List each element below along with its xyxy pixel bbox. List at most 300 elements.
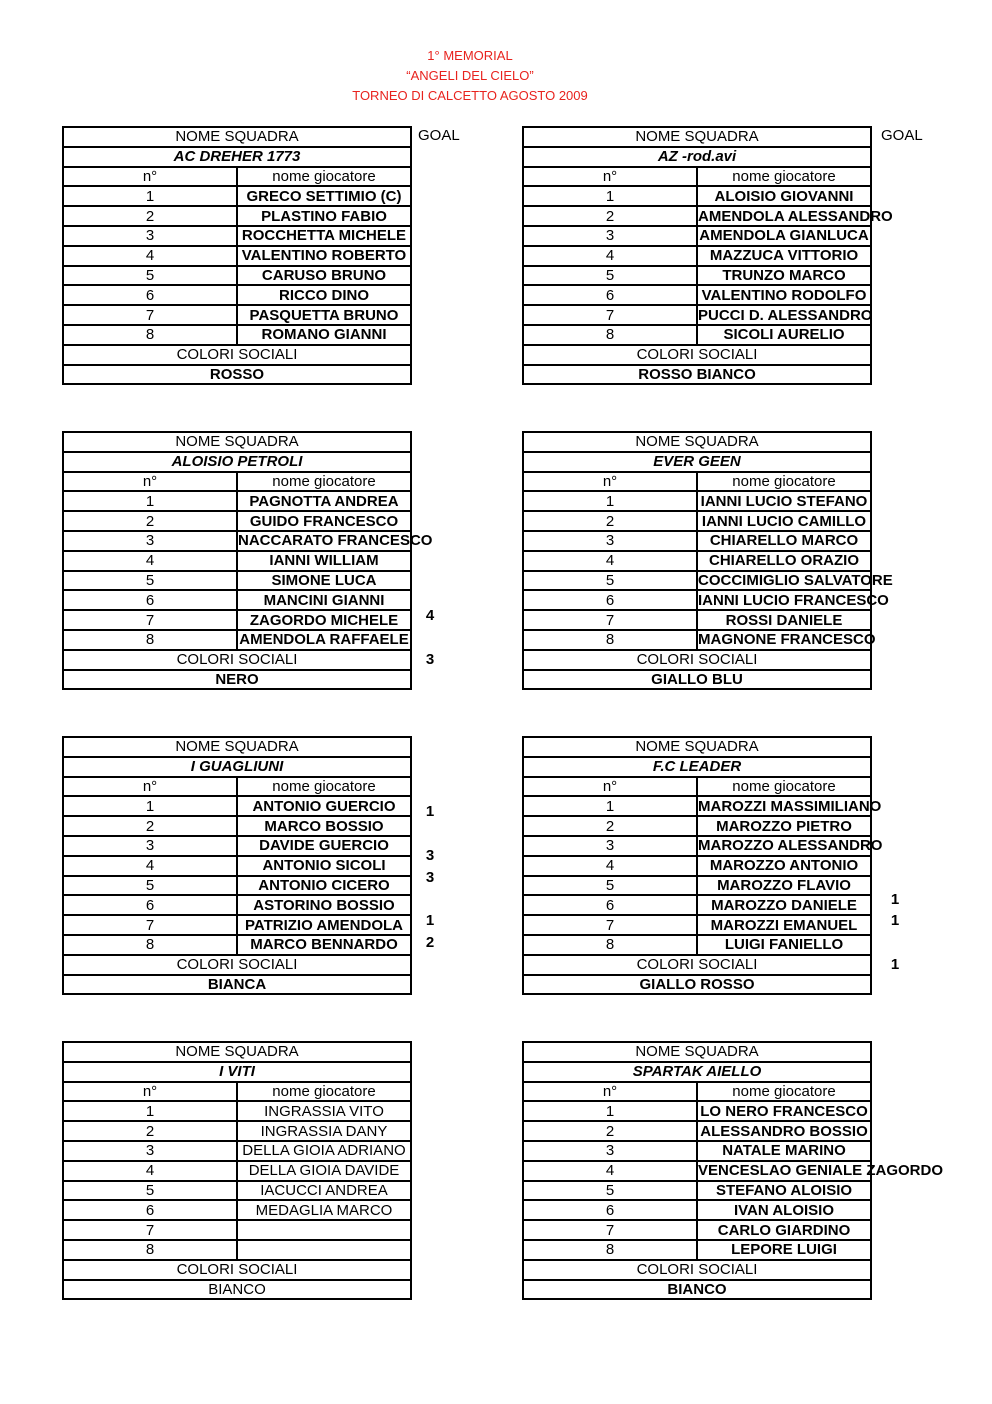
player-goals: 1	[890, 890, 900, 908]
player-name: MEDAGLIA MARCO	[237, 1200, 411, 1220]
table-row	[523, 186, 871, 206]
table-row	[63, 206, 411, 226]
table-row	[523, 1042, 871, 1062]
table-row	[523, 975, 871, 995]
player-number: 5	[523, 1181, 697, 1201]
table-row	[523, 1121, 871, 1141]
player-name: MAROZZI EMANUEL	[697, 915, 871, 935]
team-name: EVER GEEN	[523, 452, 871, 472]
player-name: IANNI LUCIO STEFANO	[697, 491, 871, 511]
table-row	[63, 285, 411, 305]
player-number: 7	[63, 915, 237, 935]
team-name: I VITI	[63, 1062, 411, 1082]
player-number: 4	[63, 246, 237, 266]
table-row	[63, 452, 411, 472]
team-colors: BIANCO	[63, 1280, 411, 1300]
table-row	[523, 491, 871, 511]
player-number: 2	[523, 1121, 697, 1141]
player-number: 8	[523, 325, 697, 345]
table-row	[523, 432, 871, 452]
team-name: AC DREHER 1773	[63, 147, 411, 167]
table-row	[523, 365, 871, 385]
table-row	[63, 1101, 411, 1121]
team-colors: GIALLO ROSSO	[523, 975, 871, 995]
player-number: 6	[63, 895, 237, 915]
table-row	[63, 325, 411, 345]
player-number: 5	[523, 571, 697, 591]
table-row	[63, 1121, 411, 1141]
player-column-header: nome giocatore	[237, 472, 411, 492]
team-card	[62, 736, 412, 995]
table-row	[523, 650, 871, 670]
player-number: 2	[63, 816, 237, 836]
player-number: 8	[523, 630, 697, 650]
player-name: VALENTINO RODOLFO	[697, 285, 871, 305]
number-column-header: n°	[523, 167, 697, 187]
team-colors: ROSSO	[63, 365, 411, 385]
team-table	[522, 736, 883, 995]
table-row	[523, 305, 871, 325]
player-number: 6	[63, 590, 237, 610]
table-row	[63, 650, 411, 670]
number-column-header: n°	[63, 472, 237, 492]
table-row	[523, 1141, 871, 1161]
table-row	[523, 590, 871, 610]
player-name: IVAN ALOISIO	[697, 1200, 871, 1220]
player-number: 3	[523, 226, 697, 246]
player-number: 2	[523, 511, 697, 531]
table-row	[63, 895, 411, 915]
player-number: 4	[63, 856, 237, 876]
table-row	[63, 757, 411, 777]
player-number: 7	[63, 610, 237, 630]
player-number: 6	[63, 1200, 237, 1220]
player-number: 8	[63, 935, 237, 955]
player-number: 5	[523, 876, 697, 896]
table-row	[523, 167, 871, 187]
table-row	[523, 630, 871, 650]
player-name: LUIGI FANIELLO	[697, 935, 871, 955]
team-colors: BIANCA	[63, 975, 411, 995]
table-row	[63, 432, 411, 452]
team-table	[62, 1041, 412, 1300]
team-card	[522, 126, 893, 385]
team-colors-label: COLORI SOCIALI	[523, 345, 871, 365]
goal-column-header-right: GOAL	[881, 127, 923, 144]
team-card	[522, 431, 893, 690]
player-name: TRUNZO MARCO	[697, 266, 871, 286]
player-name: NACCARATO FRANCESCO	[238, 532, 433, 550]
team-colors: ROSSO BIANCO	[523, 365, 871, 385]
table-row	[523, 836, 871, 856]
table-row	[523, 670, 871, 690]
team-name: AZ -rod.avi	[523, 147, 871, 167]
document-header	[0, 46, 940, 106]
player-number: 7	[63, 1220, 237, 1240]
number-column-header: n°	[523, 777, 697, 797]
player-name: RICCO DINO	[237, 285, 411, 305]
player-number: 8	[63, 1240, 237, 1260]
table-row	[523, 246, 871, 266]
player-name: MANCINI GIANNI	[237, 590, 411, 610]
player-name: ASTORINO BOSSIO	[237, 895, 411, 915]
player-name: ANTONIO CICERO	[237, 876, 411, 896]
table-row	[523, 531, 871, 551]
table-row	[63, 1082, 411, 1102]
table-row	[523, 1280, 871, 1300]
table-row	[63, 305, 411, 325]
player-goals: 1	[890, 912, 900, 930]
table-row	[63, 345, 411, 365]
player-number: 4	[523, 1161, 697, 1181]
player-name: INGRASSIA DANY	[237, 1121, 411, 1141]
player-number: 5	[63, 266, 237, 286]
table-row	[523, 876, 871, 896]
player-number: 1	[63, 1101, 237, 1121]
player-name: MAROZZO ALESSANDRO	[698, 837, 883, 855]
player-goals: 3	[425, 868, 435, 886]
header-line-1: 1° MEMORIAL	[427, 48, 513, 63]
table-row	[63, 226, 411, 246]
player-name: COCCIMIGLIO SALVATORE	[698, 571, 893, 589]
team-name: I GUAGLIUNI	[63, 757, 411, 777]
table-row	[63, 472, 411, 492]
player-goals: 1	[890, 956, 900, 973]
table-row	[63, 1280, 411, 1300]
player-number: 4	[523, 856, 697, 876]
player-name: ALESSANDRO BOSSIO	[697, 1121, 871, 1141]
table-row	[63, 1200, 411, 1220]
player-number: 5	[63, 1181, 237, 1201]
table-row	[523, 757, 871, 777]
table-row	[63, 975, 411, 995]
player-number: 5	[523, 266, 697, 286]
table-row	[523, 955, 871, 975]
team-colors-label: COLORI SOCIALI	[63, 955, 411, 975]
player-name: LEPORE LUIGI	[697, 1240, 871, 1260]
table-row	[523, 1062, 871, 1082]
player-number: 3	[523, 1141, 697, 1161]
header-line-2: “ANGELI DEL CIELO”	[406, 68, 534, 83]
table-row	[63, 856, 411, 876]
table-row	[63, 571, 411, 591]
player-name: ANTONIO GUERCIO	[237, 796, 411, 816]
table-row	[63, 816, 411, 836]
team-colors: BIANCO	[523, 1280, 871, 1300]
player-number: 1	[523, 491, 697, 511]
player-column-header: nome giocatore	[697, 167, 871, 187]
table-row	[523, 452, 871, 472]
player-name: MAROZZO PIETRO	[697, 816, 871, 836]
team-colors-label: COLORI SOCIALI	[63, 1260, 411, 1280]
team-table	[62, 431, 433, 690]
player-name: MAROZZI MASSIMILIANO	[698, 797, 882, 815]
number-column-header: n°	[63, 167, 237, 187]
table-row	[523, 796, 871, 816]
table-row	[63, 915, 411, 935]
table-row	[63, 670, 411, 690]
table-row	[63, 511, 411, 531]
player-name: VENCESLAO GENIALE ZAGORDO	[698, 1162, 944, 1180]
player-goals: 4	[425, 607, 435, 625]
player-goals: 1	[425, 803, 435, 821]
team-table	[522, 1041, 944, 1300]
team-colors-label: COLORI SOCIALI	[523, 650, 871, 670]
table-row	[63, 186, 411, 206]
table-row	[523, 551, 871, 571]
team-card	[522, 1041, 944, 1300]
table-row	[523, 816, 871, 836]
player-number: 5	[63, 571, 237, 591]
player-name: IACUCCI ANDREA	[237, 1181, 411, 1201]
team-name-label: NOME SQUADRA	[523, 432, 871, 452]
player-name: SICOLI AURELIO	[697, 325, 871, 345]
player-name: ALOISIO GIOVANNI	[697, 186, 871, 206]
table-row	[63, 876, 411, 896]
player-name: MAZZUCA VITTORIO	[697, 246, 871, 266]
player-column-header: nome giocatore	[237, 777, 411, 797]
table-row	[63, 531, 411, 551]
player-number: 8	[523, 935, 697, 955]
player-name: DELLA GIOIA ADRIANO	[237, 1141, 411, 1161]
table-row	[63, 590, 411, 610]
table-row	[63, 796, 411, 816]
table-row	[523, 737, 871, 757]
player-number: 1	[63, 186, 237, 206]
player-name: MAGNONE FRANCESCO	[698, 631, 876, 649]
number-column-header: n°	[63, 777, 237, 797]
table-row	[63, 365, 411, 385]
table-row	[523, 610, 871, 630]
team-colors: GIALLO BLU	[523, 670, 871, 690]
player-goals: 3	[425, 847, 435, 864]
player-name: NATALE MARINO	[697, 1141, 871, 1161]
player-name	[237, 1240, 411, 1260]
table-row	[63, 1161, 411, 1181]
table-row	[63, 1062, 411, 1082]
player-goals: 3	[425, 651, 435, 668]
table-row	[63, 266, 411, 286]
player-name: DELLA GIOIA DAVIDE	[237, 1161, 411, 1181]
player-column-header: nome giocatore	[697, 472, 871, 492]
player-column-header: nome giocatore	[697, 1082, 871, 1102]
player-name: LO NERO FRANCESCO	[697, 1101, 871, 1121]
player-name: MARCO BOSSIO	[237, 816, 411, 836]
table-row	[523, 777, 871, 797]
player-name: PASQUETTA BRUNO	[237, 305, 411, 325]
player-number: 6	[523, 590, 697, 610]
table-row	[63, 737, 411, 757]
player-number: 6	[523, 895, 697, 915]
player-column-header: nome giocatore	[237, 167, 411, 187]
table-row	[523, 206, 871, 226]
player-number: 8	[523, 1240, 697, 1260]
table-row	[63, 1220, 411, 1240]
player-number: 6	[523, 1200, 697, 1220]
player-name: SIMONE LUCA	[237, 571, 411, 591]
player-number: 4	[523, 551, 697, 571]
table-row	[523, 1082, 871, 1102]
team-table	[62, 736, 412, 995]
number-column-header: n°	[63, 1082, 237, 1102]
player-name: IANNI LUCIO CAMILLO	[697, 511, 871, 531]
player-number: 6	[523, 285, 697, 305]
player-number: 2	[63, 206, 237, 226]
player-name: STEFANO ALOISIO	[697, 1181, 871, 1201]
table-row	[63, 1240, 411, 1260]
table-row	[523, 1161, 871, 1181]
player-name: ROMANO GIANNI	[237, 325, 411, 345]
player-name: ANTONIO SICOLI	[237, 856, 411, 876]
player-number: 7	[63, 305, 237, 325]
player-number: 3	[63, 836, 237, 856]
team-name-label: NOME SQUADRA	[63, 737, 411, 757]
player-goals: 2	[425, 934, 435, 952]
player-name: AMENDOLA RAFFAELE	[237, 630, 411, 650]
table-row	[63, 836, 411, 856]
table-row	[523, 325, 871, 345]
player-name: PAGNOTTA ANDREA	[237, 491, 411, 511]
player-name: CHIARELLO MARCO	[697, 531, 871, 551]
table-row	[523, 571, 871, 591]
table-row	[63, 1260, 411, 1280]
table-row	[63, 1141, 411, 1161]
player-number: 6	[63, 285, 237, 305]
table-row	[523, 895, 871, 915]
team-card	[62, 126, 412, 385]
player-number: 3	[63, 1141, 237, 1161]
player-goals: 1	[425, 912, 435, 930]
player-name: IANNI LUCIO FRANCESCO	[698, 591, 889, 609]
player-name: ROSSI DANIELE	[697, 610, 871, 630]
table-row	[63, 147, 411, 167]
team-name-label: NOME SQUADRA	[523, 127, 871, 147]
team-card	[62, 431, 433, 690]
team-name: ALOISIO PETROLI	[63, 452, 411, 472]
table-row	[523, 226, 871, 246]
table-row	[63, 246, 411, 266]
team-card	[62, 1041, 412, 1300]
player-number: 2	[63, 1121, 237, 1141]
team-name-label: NOME SQUADRA	[63, 432, 411, 452]
team-colors: NERO	[63, 670, 411, 690]
table-row	[63, 1181, 411, 1201]
player-name: MARCO BENNARDO	[237, 935, 411, 955]
number-column-header: n°	[523, 1082, 697, 1102]
team-name-label: NOME SQUADRA	[523, 1042, 871, 1062]
player-number: 7	[523, 610, 697, 630]
table-row	[63, 955, 411, 975]
team-name: F.C LEADER	[523, 757, 871, 777]
team-name-label: NOME SQUADRA	[63, 127, 411, 147]
player-name: MAROZZO FLAVIO	[697, 876, 871, 896]
player-name: ZAGORDO MICHELE	[237, 610, 411, 630]
table-row	[523, 1101, 871, 1121]
player-number: 4	[63, 551, 237, 571]
player-name: INGRASSIA VITO	[237, 1101, 411, 1121]
player-name: PLASTINO FABIO	[237, 206, 411, 226]
player-column-header: nome giocatore	[237, 1082, 411, 1102]
player-number: 7	[523, 305, 697, 325]
player-name: AMENDOLA GIANLUCA	[697, 226, 871, 246]
table-row	[63, 777, 411, 797]
player-name: PATRIZIO AMENDOLA	[237, 915, 411, 935]
team-table	[522, 126, 893, 385]
player-number: 3	[523, 531, 697, 551]
player-name: AMENDOLA ALESSANDRO	[698, 207, 893, 225]
player-name: GRECO SETTIMIO (C)	[237, 186, 411, 206]
player-name: VALENTINO ROBERTO	[237, 246, 411, 266]
table-row	[523, 1220, 871, 1240]
team-table	[522, 431, 893, 690]
player-number: 1	[523, 1101, 697, 1121]
team-colors-label: COLORI SOCIALI	[63, 345, 411, 365]
player-name: GUIDO FRANCESCO	[237, 511, 411, 531]
player-number: 5	[63, 876, 237, 896]
player-number: 1	[63, 796, 237, 816]
table-row	[523, 915, 871, 935]
goal-column-header-left: GOAL	[418, 127, 460, 144]
table-row	[63, 167, 411, 187]
player-number: 2	[63, 511, 237, 531]
header-line-3: TORNEO DI CALCETTO AGOSTO 2009	[352, 88, 588, 103]
table-row	[63, 491, 411, 511]
player-number: 3	[63, 531, 237, 551]
table-row	[523, 1240, 871, 1260]
player-number: 2	[523, 816, 697, 836]
table-row	[523, 472, 871, 492]
player-number: 3	[63, 226, 237, 246]
team-name-label: NOME SQUADRA	[63, 1042, 411, 1062]
player-name	[237, 1220, 411, 1240]
player-number: 8	[63, 630, 237, 650]
table-row	[523, 147, 871, 167]
player-name: MAROZZO ANTONIO	[697, 856, 871, 876]
table-row	[63, 610, 411, 630]
player-column-header: nome giocatore	[697, 777, 871, 797]
table-row	[523, 511, 871, 531]
table-row	[63, 935, 411, 955]
number-column-header: n°	[523, 472, 697, 492]
player-name: CARLO GIARDINO	[697, 1220, 871, 1240]
table-row	[523, 266, 871, 286]
player-number: 3	[523, 836, 697, 856]
team-colors-label: COLORI SOCIALI	[523, 955, 871, 975]
table-row	[523, 345, 871, 365]
table-row	[63, 1042, 411, 1062]
team-card	[522, 736, 883, 995]
player-number: 7	[523, 915, 697, 935]
player-number: 1	[523, 796, 697, 816]
player-name: CHIARELLO ORAZIO	[697, 551, 871, 571]
table-row	[63, 630, 411, 650]
player-name: DAVIDE GUERCIO	[237, 836, 411, 856]
team-table	[62, 126, 412, 385]
table-row	[63, 127, 411, 147]
table-row	[523, 285, 871, 305]
table-row	[63, 551, 411, 571]
table-row	[523, 935, 871, 955]
table-row	[523, 127, 871, 147]
team-colors-label: COLORI SOCIALI	[523, 1260, 871, 1280]
player-number: 4	[523, 246, 697, 266]
player-number: 2	[523, 206, 697, 226]
player-name: PUCCI D. ALESSANDRO	[698, 306, 873, 324]
player-number: 8	[63, 325, 237, 345]
player-name: MAROZZO DANIELE	[697, 895, 871, 915]
team-name-label: NOME SQUADRA	[523, 737, 871, 757]
player-name: ROCCHETTA MICHELE	[237, 226, 411, 246]
